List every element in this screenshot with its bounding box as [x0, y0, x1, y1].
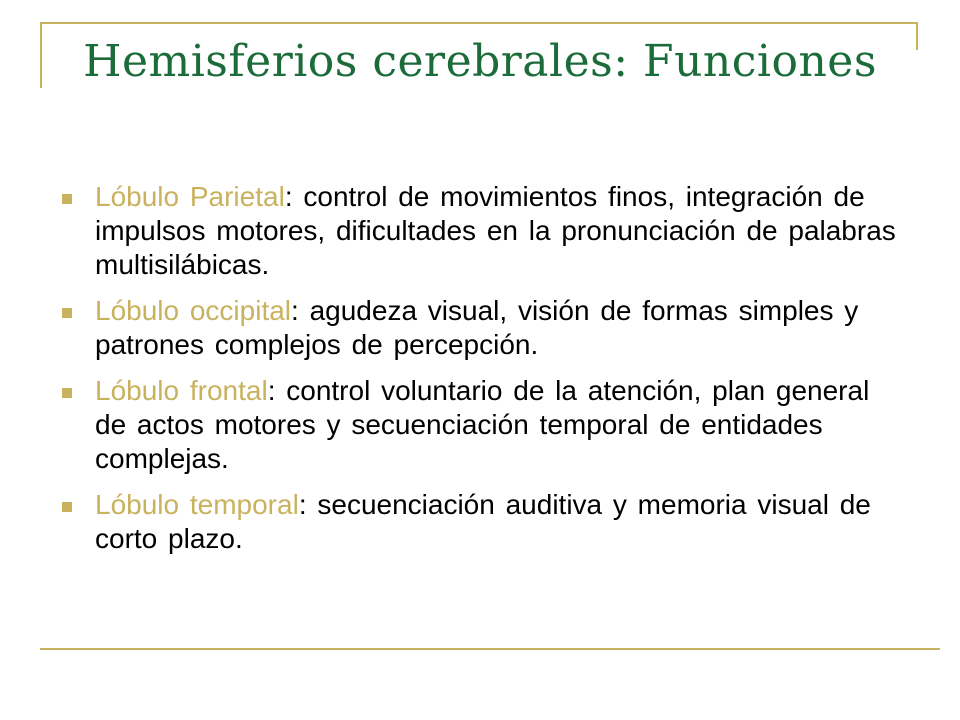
square-bullet-icon	[62, 308, 72, 318]
list-item-frontal	[58, 374, 908, 476]
list-item-parietal	[58, 180, 908, 282]
square-bullet-icon	[62, 194, 72, 204]
term-description: : secuenciación auditiva y memoria visual de corto plazo.	[95, 489, 871, 554]
term-label: Lóbulo temporal	[95, 489, 299, 520]
term-label: Lóbulo Parietal	[95, 181, 285, 212]
term-description: : control voluntario de la atención, plan general de actos motores y secuenciación temporal de entidades complejas.	[95, 375, 870, 474]
frame-bottom-line	[40, 648, 940, 650]
slide-title: Hemisferios cerebrales: Funciones	[83, 36, 877, 87]
term-label: Lóbulo frontal	[95, 375, 268, 406]
term-description: : agudeza visual, visión de formas simples y patrones complejos de percepción.	[95, 295, 859, 360]
square-bullet-icon	[62, 502, 72, 512]
list-item-occipital	[58, 294, 908, 362]
bullet-list	[58, 180, 908, 568]
square-bullet-icon	[62, 388, 72, 398]
frame-top-line	[40, 22, 918, 24]
term-description: : control de movimientos finos, integración de impulsos motores, dificultades en la pronunciación de palabras multisilábicas.	[95, 181, 896, 280]
term-label: Lóbulo occipital	[95, 295, 292, 326]
list-item-temporal	[58, 488, 908, 556]
